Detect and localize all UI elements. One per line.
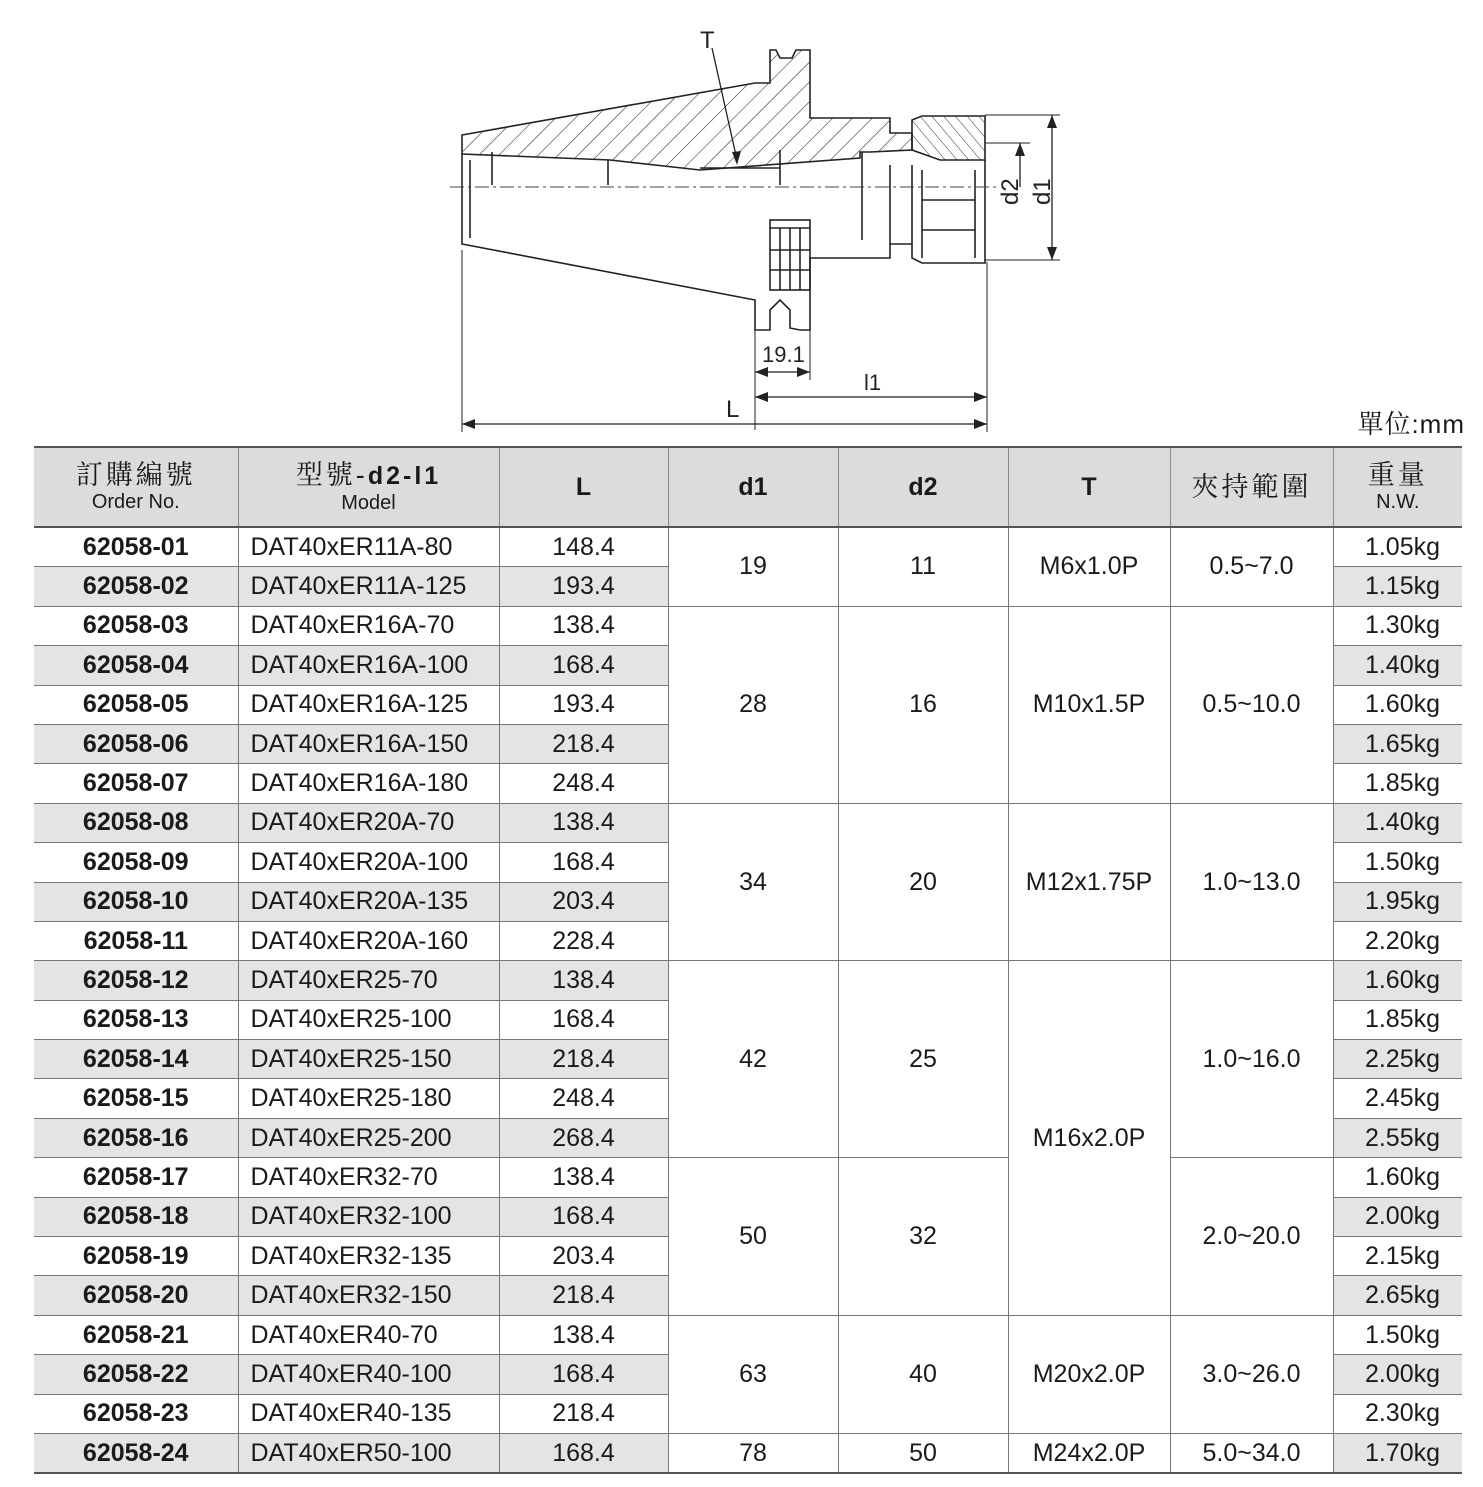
model-cell: DAT40xER11A-125 bbox=[238, 567, 499, 606]
table-header-row bbox=[34, 447, 1462, 527]
d1-cell: 50 bbox=[668, 1158, 838, 1316]
length-cell: 168.4 bbox=[499, 646, 668, 685]
order-number-cell: 62058-16 bbox=[34, 1118, 238, 1157]
length-cell: 218.4 bbox=[499, 1276, 668, 1315]
clamp-cell: 2.0~20.0 bbox=[1170, 1158, 1333, 1316]
length-cell: 138.4 bbox=[499, 1158, 668, 1197]
weight-cell: 2.15kg bbox=[1333, 1237, 1462, 1276]
header-d2: d2 bbox=[838, 447, 1008, 527]
weight-cell: 1.85kg bbox=[1333, 1000, 1462, 1039]
T-cell: M10x1.5P bbox=[1008, 606, 1170, 803]
order-number-cell: 62058-05 bbox=[34, 685, 238, 724]
order-number-cell: 62058-10 bbox=[34, 882, 238, 921]
table-row bbox=[34, 1433, 1462, 1473]
order-number-cell: 62058-07 bbox=[34, 764, 238, 803]
weight-cell: 1.65kg bbox=[1333, 724, 1462, 763]
length-cell: 218.4 bbox=[499, 1394, 668, 1433]
table-row bbox=[34, 961, 1462, 1000]
order-number-cell: 62058-02 bbox=[34, 567, 238, 606]
length-cell: 138.4 bbox=[499, 803, 668, 842]
length-cell: 168.4 bbox=[499, 1355, 668, 1394]
weight-cell: 1.15kg bbox=[1333, 567, 1462, 606]
d2-cell: 16 bbox=[838, 606, 1008, 803]
label-l1: l1 bbox=[864, 370, 882, 395]
model-cell: DAT40xER20A-100 bbox=[238, 843, 499, 882]
model-cell: DAT40xER16A-180 bbox=[238, 764, 499, 803]
model-cell: DAT40xER11A-80 bbox=[238, 527, 499, 567]
clamp-cell: 0.5~7.0 bbox=[1170, 527, 1333, 606]
order-number-cell: 62058-12 bbox=[34, 961, 238, 1000]
weight-cell: 1.95kg bbox=[1333, 882, 1462, 921]
order-number-cell: 62058-13 bbox=[34, 1000, 238, 1039]
d2-cell: 20 bbox=[838, 803, 1008, 961]
label-T: T bbox=[700, 27, 715, 54]
weight-cell: 1.60kg bbox=[1333, 1158, 1462, 1197]
order-number-cell: 62058-08 bbox=[34, 803, 238, 842]
order-number-cell: 62058-21 bbox=[34, 1315, 238, 1354]
weight-cell: 1.40kg bbox=[1333, 803, 1462, 842]
order-number-cell: 62058-20 bbox=[34, 1276, 238, 1315]
label-d1: d1 bbox=[1029, 178, 1056, 205]
length-cell: 228.4 bbox=[499, 921, 668, 960]
label-d2: d2 bbox=[997, 178, 1024, 205]
header-weight: 重量 N.W. bbox=[1333, 447, 1462, 527]
header-model: 型號-d2-l1 Model bbox=[238, 447, 499, 527]
length-cell: 168.4 bbox=[499, 1000, 668, 1039]
T-cell: M20x2.0P bbox=[1008, 1315, 1170, 1433]
order-number-cell: 62058-09 bbox=[34, 843, 238, 882]
clamp-cell: 1.0~13.0 bbox=[1170, 803, 1333, 961]
length-cell: 203.4 bbox=[499, 882, 668, 921]
weight-cell: 2.20kg bbox=[1333, 921, 1462, 960]
T-cell: M24x2.0P bbox=[1008, 1433, 1170, 1473]
order-number-cell: 62058-19 bbox=[34, 1237, 238, 1276]
label-L: L bbox=[726, 396, 740, 423]
model-cell: DAT40xER16A-150 bbox=[238, 724, 499, 763]
model-cell: DAT40xER40-70 bbox=[238, 1315, 499, 1354]
header-clamp-range: 夾持範圍 bbox=[1170, 447, 1333, 527]
weight-cell: 1.60kg bbox=[1333, 685, 1462, 724]
d1-cell: 19 bbox=[668, 527, 838, 606]
d1-cell: 28 bbox=[668, 606, 838, 803]
length-cell: 138.4 bbox=[499, 1315, 668, 1354]
length-cell: 268.4 bbox=[499, 1118, 668, 1157]
weight-cell: 1.50kg bbox=[1333, 1315, 1462, 1354]
length-cell: 193.4 bbox=[499, 567, 668, 606]
order-number-cell: 62058-18 bbox=[34, 1197, 238, 1236]
tool-holder-drawing bbox=[0, 0, 1483, 440]
model-cell: DAT40xER25-70 bbox=[238, 961, 499, 1000]
model-cell: DAT40xER16A-70 bbox=[238, 606, 499, 645]
d1-cell: 34 bbox=[668, 803, 838, 961]
model-cell: DAT40xER32-100 bbox=[238, 1197, 499, 1236]
model-cell: DAT40xER20A-160 bbox=[238, 921, 499, 960]
weight-cell: 1.60kg bbox=[1333, 961, 1462, 1000]
clamp-cell: 3.0~26.0 bbox=[1170, 1315, 1333, 1433]
weight-cell: 1.70kg bbox=[1333, 1433, 1462, 1473]
table-row bbox=[34, 803, 1462, 842]
T-cell: M6x1.0P bbox=[1008, 527, 1170, 606]
spec-table bbox=[34, 446, 1462, 1474]
label-19-1: 19.1 bbox=[762, 342, 805, 367]
model-cell: DAT40xER20A-135 bbox=[238, 882, 499, 921]
order-number-cell: 62058-06 bbox=[34, 724, 238, 763]
weight-cell: 1.50kg bbox=[1333, 843, 1462, 882]
order-number-cell: 62058-17 bbox=[34, 1158, 238, 1197]
T-cell: M12x1.75P bbox=[1008, 803, 1170, 961]
d2-cell: 25 bbox=[838, 961, 1008, 1158]
weight-cell: 2.65kg bbox=[1333, 1276, 1462, 1315]
table-row bbox=[34, 1158, 1462, 1197]
model-cell: DAT40xER16A-100 bbox=[238, 646, 499, 685]
table-row bbox=[34, 1315, 1462, 1354]
length-cell: 218.4 bbox=[499, 724, 668, 763]
model-cell: DAT40xER25-150 bbox=[238, 1040, 499, 1079]
length-cell: 218.4 bbox=[499, 1040, 668, 1079]
d2-cell: 11 bbox=[838, 527, 1008, 606]
order-number-cell: 62058-04 bbox=[34, 646, 238, 685]
model-cell: DAT40xER40-100 bbox=[238, 1355, 499, 1394]
model-cell: DAT40xER32-135 bbox=[238, 1237, 499, 1276]
model-cell: DAT40xER32-70 bbox=[238, 1158, 499, 1197]
length-cell: 168.4 bbox=[499, 1197, 668, 1236]
header-L: L bbox=[499, 447, 668, 527]
model-cell: DAT40xER16A-125 bbox=[238, 685, 499, 724]
model-cell: DAT40xER20A-70 bbox=[238, 803, 499, 842]
d1-cell: 42 bbox=[668, 961, 838, 1158]
order-number-cell: 62058-14 bbox=[34, 1040, 238, 1079]
header-order: 訂購編號 Order No. bbox=[34, 447, 238, 527]
order-number-cell: 62058-01 bbox=[34, 527, 238, 567]
length-cell: 203.4 bbox=[499, 1237, 668, 1276]
weight-cell: 2.45kg bbox=[1333, 1079, 1462, 1118]
weight-cell: 2.00kg bbox=[1333, 1197, 1462, 1236]
order-number-cell: 62058-11 bbox=[34, 921, 238, 960]
order-number-cell: 62058-22 bbox=[34, 1355, 238, 1394]
d2-cell: 40 bbox=[838, 1315, 1008, 1433]
d1-cell: 63 bbox=[668, 1315, 838, 1433]
unit-label: 單位:mm bbox=[1357, 409, 1465, 439]
length-cell: 248.4 bbox=[499, 1079, 668, 1118]
weight-cell: 2.30kg bbox=[1333, 1394, 1462, 1433]
header-T: T bbox=[1008, 447, 1170, 527]
clamp-cell: 0.5~10.0 bbox=[1170, 606, 1333, 803]
table-row bbox=[34, 527, 1462, 567]
length-cell: 193.4 bbox=[499, 685, 668, 724]
d1-cell: 78 bbox=[668, 1433, 838, 1473]
model-cell: DAT40xER50-100 bbox=[238, 1433, 499, 1473]
d2-cell: 50 bbox=[838, 1433, 1008, 1473]
order-number-cell: 62058-24 bbox=[34, 1433, 238, 1473]
model-cell: DAT40xER25-200 bbox=[238, 1118, 499, 1157]
length-cell: 168.4 bbox=[499, 1433, 668, 1473]
weight-cell: 1.85kg bbox=[1333, 764, 1462, 803]
weight-cell: 2.55kg bbox=[1333, 1118, 1462, 1157]
weight-cell: 1.40kg bbox=[1333, 646, 1462, 685]
clamp-cell: 1.0~16.0 bbox=[1170, 961, 1333, 1158]
order-number-cell: 62058-03 bbox=[34, 606, 238, 645]
length-cell: 168.4 bbox=[499, 843, 668, 882]
length-cell: 148.4 bbox=[499, 527, 668, 567]
table-row bbox=[34, 606, 1462, 645]
model-cell: DAT40xER25-100 bbox=[238, 1000, 499, 1039]
model-cell: DAT40xER32-150 bbox=[238, 1276, 499, 1315]
length-cell: 138.4 bbox=[499, 961, 668, 1000]
length-cell: 138.4 bbox=[499, 606, 668, 645]
table-body bbox=[34, 527, 1462, 1473]
order-number-cell: 62058-23 bbox=[34, 1394, 238, 1433]
weight-cell: 2.00kg bbox=[1333, 1355, 1462, 1394]
model-cell: DAT40xER25-180 bbox=[238, 1079, 499, 1118]
weight-cell: 1.30kg bbox=[1333, 606, 1462, 645]
d2-cell: 32 bbox=[838, 1158, 1008, 1316]
header-d1: d1 bbox=[668, 447, 838, 527]
clamp-cell: 5.0~34.0 bbox=[1170, 1433, 1333, 1473]
T-cell: M16x2.0P bbox=[1008, 961, 1170, 1316]
weight-cell: 2.25kg bbox=[1333, 1040, 1462, 1079]
order-number-cell: 62058-15 bbox=[34, 1079, 238, 1118]
model-cell: DAT40xER40-135 bbox=[238, 1394, 499, 1433]
length-cell: 248.4 bbox=[499, 764, 668, 803]
holder-body bbox=[462, 50, 985, 330]
weight-cell: 1.05kg bbox=[1333, 527, 1462, 567]
